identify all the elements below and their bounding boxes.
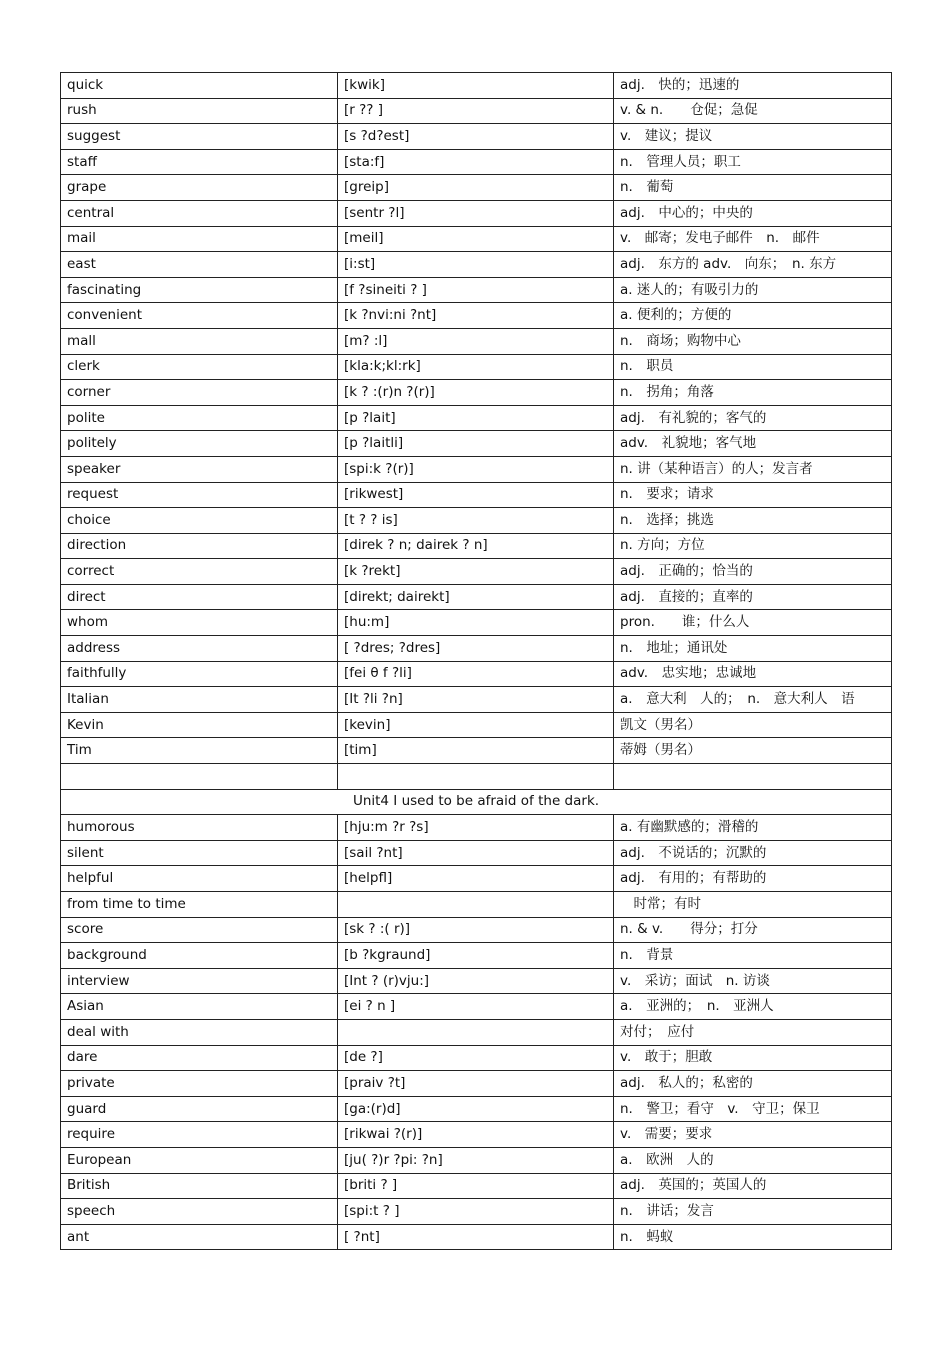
word-cell: silent: [61, 840, 338, 866]
vocab-row: [61, 1224, 892, 1250]
word-cell: clerk: [61, 354, 338, 380]
meaning-cell: 蒂姆（男名）: [614, 738, 892, 764]
vocab-row: [61, 687, 892, 713]
phonetic-cell: [i:st]: [338, 252, 614, 278]
phonetic-cell: [338, 1019, 614, 1045]
meaning-cell: adj. 正确的；恰当的: [614, 559, 892, 585]
word-cell: ant: [61, 1224, 338, 1250]
meaning-cell: n. 葡萄: [614, 175, 892, 201]
meaning-cell: adj. 英国的；英国人的: [614, 1173, 892, 1199]
meaning-cell: adj. 有用的；有帮助的: [614, 866, 892, 892]
phonetic-cell: [s ?d?est]: [338, 124, 614, 150]
vocab-row: [61, 98, 892, 124]
vocab-row: [61, 124, 892, 150]
meaning-cell: adv. 忠实地；忠诚地: [614, 661, 892, 687]
meaning-cell: v. 敢于；胆敢: [614, 1045, 892, 1071]
word-cell: whom: [61, 610, 338, 636]
vocab-row: [61, 200, 892, 226]
vocab-row: [61, 738, 892, 764]
phonetic-cell: [b ?kgraund]: [338, 943, 614, 969]
phonetic-cell: [338, 764, 614, 790]
vocab-row: [61, 943, 892, 969]
phonetic-cell: [sk ? :( r)]: [338, 917, 614, 943]
vocab-row: [61, 994, 892, 1020]
phonetic-cell: [direkt; dairekt]: [338, 584, 614, 610]
meaning-cell: adj. 有礼貌的；客气的: [614, 405, 892, 431]
phonetic-cell: [rikwai ?(r)]: [338, 1122, 614, 1148]
vocab-row: [61, 482, 892, 508]
word-cell: from time to time: [61, 892, 338, 918]
phonetic-cell: [p ?lait]: [338, 405, 614, 431]
word-cell: Tim: [61, 738, 338, 764]
meaning-cell: 对付； 应付: [614, 1019, 892, 1045]
phonetic-cell: [hu:m]: [338, 610, 614, 636]
phonetic-cell: [spi:t ? ]: [338, 1199, 614, 1225]
word-cell: guard: [61, 1096, 338, 1122]
word-cell: address: [61, 636, 338, 662]
vocabulary-table: [60, 72, 892, 1250]
vocab-row: [61, 636, 892, 662]
vocab-row: [61, 661, 892, 687]
vocab-row: [61, 1122, 892, 1148]
word-cell: Kevin: [61, 712, 338, 738]
phonetic-cell: [ ?nt]: [338, 1224, 614, 1250]
phonetic-cell: [fei θ f ?li]: [338, 661, 614, 687]
vocab-row: [61, 508, 892, 534]
vocabulary-table-body: [61, 73, 892, 1250]
word-cell: east: [61, 252, 338, 278]
meaning-cell: n. & v. 得分；打分: [614, 917, 892, 943]
vocab-row: [61, 584, 892, 610]
word-cell: deal with: [61, 1019, 338, 1045]
phonetic-cell: [direk ? n; dairek ? n]: [338, 533, 614, 559]
phonetic-cell: [helpfl]: [338, 866, 614, 892]
meaning-cell: a. 欧洲 人的: [614, 1147, 892, 1173]
word-cell: faithfully: [61, 661, 338, 687]
word-cell: convenient: [61, 303, 338, 329]
meaning-cell: v. 邮寄；发电子邮件 n. 邮件: [614, 226, 892, 252]
phonetic-cell: [rikwest]: [338, 482, 614, 508]
word-cell: polite: [61, 405, 338, 431]
phonetic-cell: [briti ? ]: [338, 1173, 614, 1199]
vocab-row: [61, 405, 892, 431]
word-cell: Italian: [61, 687, 338, 713]
meaning-cell: pron. 谁；什么人: [614, 610, 892, 636]
vocab-row: [61, 149, 892, 175]
meaning-cell: n. 背景: [614, 943, 892, 969]
unit-heading: Unit4 I used to be afraid of the dark.: [61, 789, 892, 815]
meaning-cell: adj. 东方的 adv. 向东； n. 东方: [614, 252, 892, 278]
vocab-row: [61, 917, 892, 943]
vocab-row: [61, 73, 892, 99]
word-cell: central: [61, 200, 338, 226]
meaning-cell: a. 有幽默感的；滑稽的: [614, 815, 892, 841]
meaning-cell: adj. 快的；迅速的: [614, 73, 892, 99]
meaning-cell: n. 讲（某种语言）的人；发言者: [614, 456, 892, 482]
meaning-cell: 时常；有时: [614, 892, 892, 918]
meaning-cell: n. 方向；方位: [614, 533, 892, 559]
phonetic-cell: [p ?laitli]: [338, 431, 614, 457]
meaning-cell: n. 商场；购物中心: [614, 328, 892, 354]
meaning-cell: n. 拐角；角落: [614, 380, 892, 406]
meaning-cell: [614, 764, 892, 790]
meaning-cell: n. 选择；挑选: [614, 508, 892, 534]
phonetic-cell: [praiv ?t]: [338, 1071, 614, 1097]
phonetic-cell: [sta:f]: [338, 149, 614, 175]
phonetic-cell: [ga:(r)d]: [338, 1096, 614, 1122]
vocab-row: [61, 175, 892, 201]
vocab-row: [61, 277, 892, 303]
meaning-cell: n. 要求；请求: [614, 482, 892, 508]
phonetic-cell: [It ?li ?n]: [338, 687, 614, 713]
vocab-row: [61, 1045, 892, 1071]
meaning-cell: adj. 中心的；中央的: [614, 200, 892, 226]
vocab-row: [61, 354, 892, 380]
vocab-row: [61, 559, 892, 585]
phonetic-cell: [hju:m ?r ?s]: [338, 815, 614, 841]
phonetic-cell: [k ?nvi:ni ?nt]: [338, 303, 614, 329]
meaning-cell: a. 意大利 人的； n. 意大利人 语: [614, 687, 892, 713]
meaning-cell: n. 蚂蚁: [614, 1224, 892, 1250]
vocab-row: [61, 1147, 892, 1173]
phonetic-cell: [k ? :(r)n ?(r)]: [338, 380, 614, 406]
phonetic-cell: [r ?? ]: [338, 98, 614, 124]
word-cell: private: [61, 1071, 338, 1097]
vocab-row: [61, 456, 892, 482]
vocab-row: [61, 764, 892, 790]
meaning-cell: adv. 礼貌地；客气地: [614, 431, 892, 457]
word-cell: staff: [61, 149, 338, 175]
word-cell: direction: [61, 533, 338, 559]
word-cell: speech: [61, 1199, 338, 1225]
phonetic-cell: [f ?sineiti ? ]: [338, 277, 614, 303]
meaning-cell: adj. 不说话的；沉默的: [614, 840, 892, 866]
vocab-row: [61, 226, 892, 252]
word-cell: direct: [61, 584, 338, 610]
vocab-row: [61, 1071, 892, 1097]
word-cell: interview: [61, 968, 338, 994]
phonetic-cell: [meil]: [338, 226, 614, 252]
word-cell: dare: [61, 1045, 338, 1071]
word-cell: quick: [61, 73, 338, 99]
word-cell: request: [61, 482, 338, 508]
word-cell: Asian: [61, 994, 338, 1020]
word-cell: correct: [61, 559, 338, 585]
vocab-row: [61, 815, 892, 841]
word-cell: humorous: [61, 815, 338, 841]
word-cell: mail: [61, 226, 338, 252]
meaning-cell: v. 采访；面试 n. 访谈: [614, 968, 892, 994]
phonetic-cell: [k ?rekt]: [338, 559, 614, 585]
phonetic-cell: [kevin]: [338, 712, 614, 738]
vocab-row: [61, 1096, 892, 1122]
phonetic-cell: [tim]: [338, 738, 614, 764]
word-cell: fascinating: [61, 277, 338, 303]
word-cell: background: [61, 943, 338, 969]
phonetic-cell: [m? :l]: [338, 328, 614, 354]
vocab-row: [61, 1199, 892, 1225]
word-cell: [61, 764, 338, 790]
vocab-row: [61, 252, 892, 278]
meaning-cell: n. 管理人员；职工: [614, 149, 892, 175]
vocab-row: [61, 866, 892, 892]
word-cell: European: [61, 1147, 338, 1173]
phonetic-cell: [338, 892, 614, 918]
word-cell: suggest: [61, 124, 338, 150]
word-cell: speaker: [61, 456, 338, 482]
phonetic-cell: [kwik]: [338, 73, 614, 99]
meaning-cell: n. 讲话；发言: [614, 1199, 892, 1225]
phonetic-cell: [greip]: [338, 175, 614, 201]
word-cell: mall: [61, 328, 338, 354]
meaning-cell: adj. 直接的；直率的: [614, 584, 892, 610]
phonetic-cell: [de ?]: [338, 1045, 614, 1071]
phonetic-cell: [ ?dres; ?dres]: [338, 636, 614, 662]
word-cell: grape: [61, 175, 338, 201]
vocab-row: [61, 328, 892, 354]
word-cell: corner: [61, 380, 338, 406]
vocab-row: [61, 1173, 892, 1199]
phonetic-cell: [sail ?nt]: [338, 840, 614, 866]
meaning-cell: adj. 私人的；私密的: [614, 1071, 892, 1097]
phonetic-cell: [Int ? (r)vju:]: [338, 968, 614, 994]
meaning-cell: a. 亚洲的； n. 亚洲人: [614, 994, 892, 1020]
vocab-row: [61, 968, 892, 994]
vocab-row: [61, 1019, 892, 1045]
vocab-row: [61, 533, 892, 559]
meaning-cell: a. 便利的；方便的: [614, 303, 892, 329]
phonetic-cell: [ei ? n ]: [338, 994, 614, 1020]
word-cell: require: [61, 1122, 338, 1148]
vocab-row: [61, 892, 892, 918]
word-cell: helpful: [61, 866, 338, 892]
phonetic-cell: [spi:k ?(r)]: [338, 456, 614, 482]
word-cell: score: [61, 917, 338, 943]
vocab-row: [61, 303, 892, 329]
meaning-cell: v. 建议；提议: [614, 124, 892, 150]
phonetic-cell: [t ? ? is]: [338, 508, 614, 534]
meaning-cell: v. 需要；要求: [614, 1122, 892, 1148]
meaning-cell: n. 职员: [614, 354, 892, 380]
word-cell: rush: [61, 98, 338, 124]
phonetic-cell: [kla:k;kl:rk]: [338, 354, 614, 380]
meaning-cell: n. 地址；通讯处: [614, 636, 892, 662]
word-cell: politely: [61, 431, 338, 457]
vocab-row: [61, 610, 892, 636]
word-cell: choice: [61, 508, 338, 534]
vocab-row: [61, 712, 892, 738]
unit-heading-row: [61, 789, 892, 815]
meaning-cell: 凯文（男名）: [614, 712, 892, 738]
meaning-cell: v. & n. 仓促；急促: [614, 98, 892, 124]
phonetic-cell: [ju( ?)r ?pi: ?n]: [338, 1147, 614, 1173]
vocab-row: [61, 840, 892, 866]
meaning-cell: n. 警卫；看守 v. 守卫；保卫: [614, 1096, 892, 1122]
meaning-cell: a. 迷人的；有吸引力的: [614, 277, 892, 303]
phonetic-cell: [sentr ?l]: [338, 200, 614, 226]
word-cell: British: [61, 1173, 338, 1199]
vocab-row: [61, 380, 892, 406]
vocab-row: [61, 431, 892, 457]
